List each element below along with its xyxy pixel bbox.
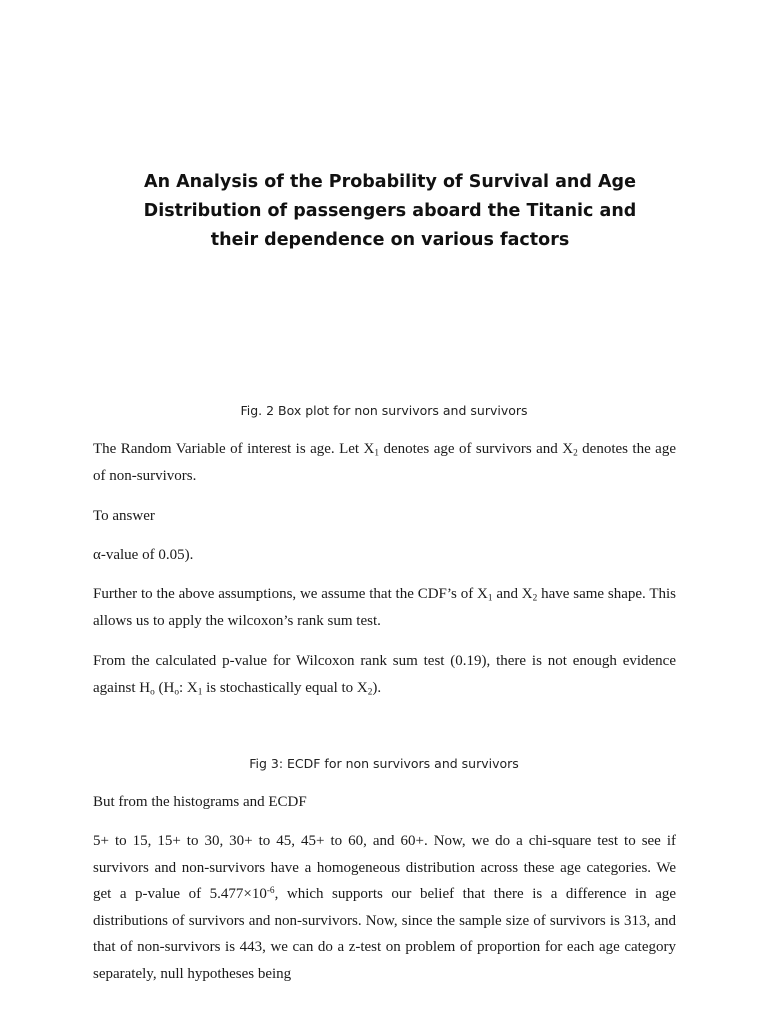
paragraph-wilcoxon-result: From the calculated p-value for Wilcoxon rank sum test (0.19), there is not enough evidence against $H_o$ ($H_o$: $X_1$ is stochastically equal to $X_2$). (93, 653, 676, 697)
title-line-1: An Analysis of the Probability of Survival and Age (144, 172, 636, 192)
paragraph-chi-square: 5+ to 15, 15+ to 30, 30+ to 45, 45+ to 60, and 60+. Now, we do a chi-square test to see if survivors and non-survivors have a homogeneous distribution across these age categories. We get a p-value of $5.477\times 10^{-6}$, which supports our belief that there is a difference in age distributions of survivors and non-survivors. Now, since the sample size of survivors is 313, and that of non-survivors is 443, we can do a z-test on problem of proportion for each age category separately, null hypotheses being (93, 833, 677, 982)
paragraph-histograms: But from the histograms and ECDF (93, 794, 307, 810)
paragraph-alpha-value: α-value of 0.05). (93, 547, 194, 563)
figure-3-caption: Fig 3: ECDF for non survivors and survivors (249, 756, 519, 771)
title-line-3: their dependence on various factors (210, 230, 570, 250)
figure-2-caption: Fig. 2 Box plot for non survivors and survivors (240, 403, 528, 418)
paragraph-to-answer: To answer (93, 508, 155, 524)
paragraph-random-variable: The Random Variable of interest is age. Let $X_1$ denotes age of survivors and $X_2$ denotes the age of non-survivors. (93, 441, 676, 484)
paragraph-cdf-assumption: Further to the above assumptions, we assume that the CDF’s of $X_1$ and $X_2$ have same shape. This allows us to apply the wilcoxon’s rank sum test. (93, 586, 676, 629)
title-line-2: Distribution of passengers aboard the Titanic and (143, 201, 637, 221)
document-title (100, 168, 680, 255)
